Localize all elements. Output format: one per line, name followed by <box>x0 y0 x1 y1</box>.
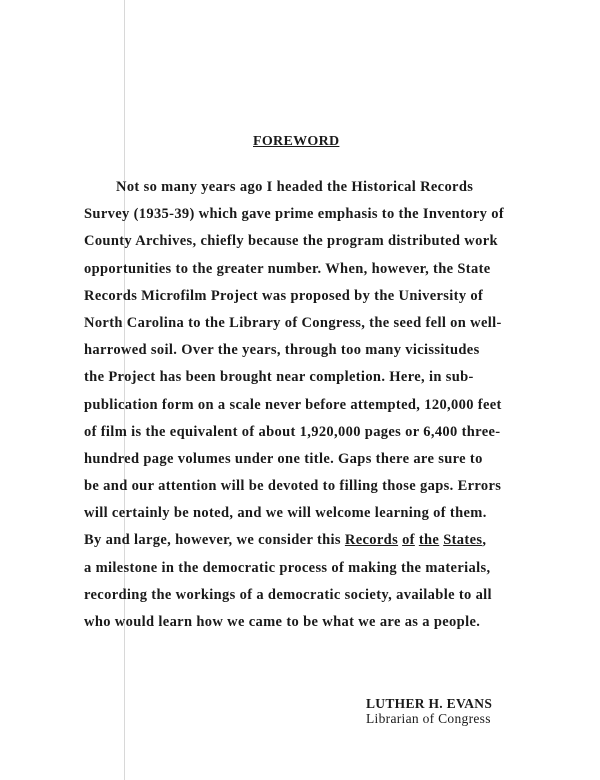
underlined-title-word: States <box>443 532 483 549</box>
text-line-with-title <box>84 531 544 558</box>
text-line: hundred page volumes under one title. Gaps there are sure to <box>84 450 483 467</box>
text-line: of film is the equivalent of about 1,920,000 pages or 6,400 three- <box>84 423 501 440</box>
text-line: harrowed soil. Over the years, through too many vicissitudes <box>84 342 480 359</box>
text-line: who would learn how we came to be what we are as a people. <box>84 614 481 630</box>
signature-block <box>366 696 492 726</box>
foreword-body <box>84 178 544 640</box>
signatory-position: Librarian of Congress <box>366 711 491 726</box>
text-segment: , <box>482 532 487 549</box>
text-line: recording the workings of a democratic society, available to all <box>84 586 492 603</box>
signatory-name: LUTHER H. EVANS <box>366 696 493 711</box>
underlined-title-word: the <box>418 532 440 549</box>
text-line: will certainly be noted, and we will welcome learning of them. <box>84 505 487 522</box>
underlined-title-word: Records <box>344 532 399 549</box>
text-segment: By and large, however, we consider this <box>84 532 345 549</box>
text-line: County Archives, chiefly because the program distributed work <box>84 233 498 250</box>
text-line: Not so many years ago I headed the Historical Records <box>116 179 474 195</box>
underlined-title-word: of <box>402 532 415 549</box>
text-line: Records Microfilm Project was proposed by the University of <box>84 287 484 304</box>
text-line: opportunities to the greater number. When, however, the State <box>84 260 491 277</box>
text-line: the Project has been brought near completion. Here, in sub- <box>84 369 474 386</box>
page-title: FOREWORD <box>253 134 340 149</box>
text-line: a milestone in the democratic process of making the materials, <box>84 559 491 576</box>
text-line: be and our attention will be devoted to filling those gaps. Errors <box>84 478 502 495</box>
text-line: North Carolina to the Library of Congress, the seed fell on well- <box>84 314 502 331</box>
text-line: Survey (1935-39) which gave prime emphasis to the Inventory of <box>84 206 505 223</box>
text-line: publication form on a scale never before attempted, 120,000 feet <box>84 396 502 413</box>
